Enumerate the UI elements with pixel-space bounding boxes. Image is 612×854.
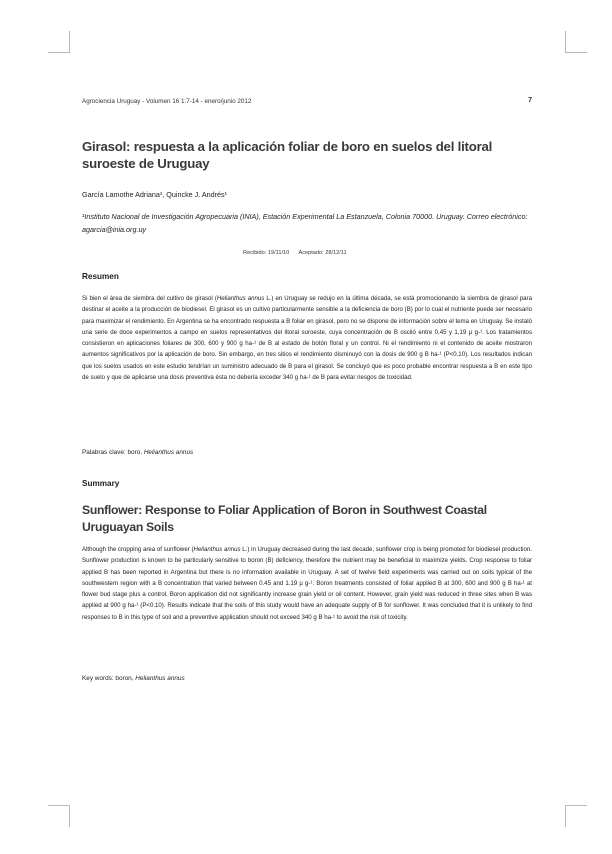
running-head: [82, 98, 532, 105]
crop-mark: [48, 52, 70, 53]
resumen-heading: Resumen: [82, 272, 119, 281]
crop-mark: [565, 31, 566, 53]
crop-mark: [565, 805, 566, 827]
resumen-text-1: Si bien el área de siembra del cultivo de girasol (: [82, 295, 217, 302]
summary-keywords: [82, 675, 185, 682]
resumen-keywords-text: boro,: [127, 449, 144, 456]
article-affiliation: ¹Instituto Nacional de Investigación Agropecuaria (INIA), Estación Experimental La Estanzuela, Colonia 70000. Uruguay. Correo electrónico: agarcia@inia.org.uy: [82, 212, 528, 234]
summary-title: Sunflower: Response to Foliar Application of Boron in Southwest Coastal Uruguayan Soils: [82, 503, 487, 534]
resumen-keywords-label: Palabras clave:: [82, 449, 128, 456]
resumen-paragraph: [82, 293, 532, 383]
summary-keywords-text: boron,: [115, 675, 136, 682]
article-title: Girasol: respuesta a la aplicación foliar de boro en suelos del litoral suroeste de Uruguay: [82, 139, 493, 171]
crop-mark: [69, 805, 70, 827]
crop-mark: [565, 52, 587, 53]
summary-text-2: L.) in Uruguay decreased during the last decade, sunflower crop is being promoted for biodiesel production. Sunflower production is known to be particularly sensitive to boron (B) deficiency, therefore the nutrient may be beneficial to maximize yields. Crop response to foliar applied B has been reported in Argentina but there is no information available in Uruguay. A set of twelve field experiments was carried out on soils typical of the southwestern region with a B concentration that varied between 0.45 and 1.19 µ g-¹. Boron treatments consisted of foliar applied B at 300, 600 and 900 g B ha-¹ at flower bud stage plus a control. Boron application did not significantly increase grain yield or oil content. However, grain yield was reduced in three sites when B was applied at 900 g ha-¹ (P<0.10). Results indicate that the soils of this study would have an adequate supply of B for sunflower. It was concluded that it is unlikely to find responses to B in this type of soil and a preventive application should not exceed 340 g B ha-¹ to avoid the risk of toxicity.: [82, 546, 532, 621]
summary-heading: Summary: [82, 479, 120, 488]
resumen-keywords-species: Helianthus annus: [143, 449, 194, 456]
summary-keywords-species: Helianthus annus: [135, 675, 185, 682]
summary-keywords-label: Key words:: [82, 675, 116, 682]
article-dates: [243, 250, 355, 256]
summary-text-1: Although the cropping area of sunflower (: [82, 546, 194, 553]
crop-mark: [69, 31, 70, 53]
resumen-text-2: L.) en Uruguay se redujo en la última década, se está promocionando la siembra de girasol para destinar el aceite a la producción de biodiesel. El girasol es un cultivo particularmente sensible a la deficiencia de boro (B) por lo cual el nutriente puede ser necesario para maximizar el rendimiento. En Argentina se ha encontrado respuesta a B foliar en girasol, pero no se dispone de información sobre el tema en Uruguay. Se instaló una serie de doce experimentos a campo en suelos representativos del litoral suroeste, cuya concentración de B osciló entre 0,45 y 1,19 µ g-¹. Los tratamientos consistieron en aplicaciones foliares de 300, 600 y 900 g ha-¹ de B al estado de botón floral y un control. Ni el rendimiento ni el contenido de aceite mostraron aumentos significativos por la aplicación de boro. Sin embargo, en tres sitios el rendimiento disminuyó con la dosis de 900 g B ha-¹ (P<0,10). Los resultados indican que los suelos usados en este estudio tendrían un suministro adecuado de B para el girasol. Se concluyó que es poco probable encontrar respuesta a B en este tipo de suelo y que de aplicarse una dosis preventiva ésta no debería exceder 340 g ha-¹ de B para evitar riesgos de toxicidad.: [82, 295, 532, 382]
summary-species: Helianthus annus: [193, 546, 241, 553]
running-head-text: Agrociencia Uruguay - Volumen 16 1:7-14 - enero/junio 2012: [82, 98, 252, 105]
article-authors: García Lamothe Adriana¹, Quincke J. Andrés¹: [82, 190, 228, 199]
page-number: 7: [528, 97, 532, 104]
crop-mark: [565, 805, 587, 806]
crop-mark: [48, 805, 70, 806]
resumen-species: Helianthus annus: [216, 295, 265, 302]
resumen-keywords: [82, 449, 193, 456]
accepted-date: Aceptado: 28/12/11: [298, 250, 347, 256]
received-date: Recibido: 19/11/10: [243, 250, 290, 256]
summary-paragraph: [82, 544, 532, 623]
